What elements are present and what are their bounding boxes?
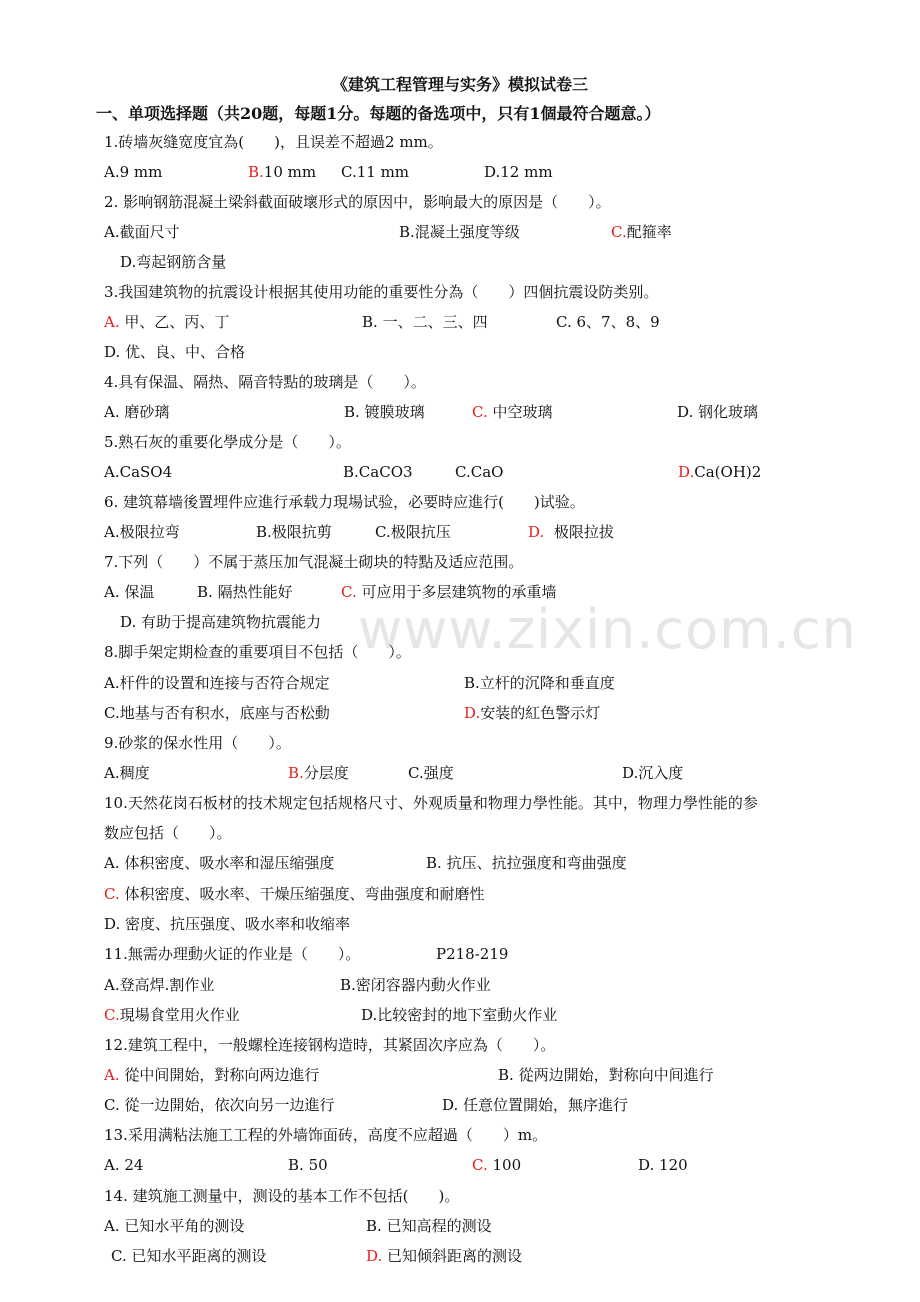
question-1-option-b: B.10 mm — [248, 163, 317, 181]
question-13-option-d: D. 120 — [638, 1156, 688, 1174]
question-8-option-d: D.安装的紅色警示灯 — [464, 704, 601, 722]
question-10-stem-continued: 数应包括（ ）。 — [104, 824, 232, 842]
question-3-option-d: D. 优、良、中、合格 — [104, 343, 246, 361]
question-14-option-d: D. 已知倾斜距离的测设 — [366, 1247, 523, 1265]
watermark: www.zixin.com.cn — [358, 598, 857, 661]
question-13-option-a: A. 24 — [104, 1156, 144, 1174]
question-5-option-d: D.Ca(OH)2 — [678, 463, 762, 481]
question-12-stem: 12.建筑工程中，一般螺栓连接钢构造時，其紧固次序应為（ ）。 — [104, 1036, 556, 1054]
question-11-option-c: C.現場食堂用火作业 — [104, 1006, 240, 1024]
question-7-option-d: D. 有助于提高建筑物抗震能力 — [120, 613, 322, 631]
question-9-option-a: A.稠度 — [104, 764, 150, 782]
question-10-option-a: A. 体积密度、吸水率和湿压缩强度 — [104, 854, 335, 872]
question-8-option-c: C.地基与否有积水，底座与否松動 — [104, 704, 330, 722]
question-8-stem: 8.脚手架定期检查的重要項目不包括（ ）。 — [104, 643, 411, 661]
question-10-stem: 10.天然花岗石板材的技术规定包括规格尺寸、外观质量和物理力學性能。其中，物理力學性能的参 — [104, 794, 758, 812]
question-9-option-d: D.沉入度 — [622, 764, 684, 782]
question-14-option-c: C. 已知水平距离的测设 — [111, 1247, 267, 1265]
question-11-option-b: B.密闭容器内動火作业 — [340, 976, 491, 994]
question-5-stem: 5.熟石灰的重要化學成分是（ ）。 — [104, 433, 351, 451]
question-6-option-a: A.极限拉弯 — [104, 523, 180, 541]
question-2-option-d: D.弯起钢筋含量 — [120, 253, 227, 271]
question-5-option-a: A.CaSO4 — [104, 463, 173, 481]
question-6-option-b: B.极限抗剪 — [256, 523, 332, 541]
question-12-option-a: A. 從中间開始，對称向两边進行 — [104, 1066, 320, 1084]
question-2-option-c: C.配箍率 — [611, 223, 672, 241]
question-9-option-c: C.强度 — [408, 764, 454, 782]
question-5-option-b: B.CaCO3 — [343, 463, 413, 481]
question-11-stem: 11.無需办理動火证的作业是（ ）。 — [104, 945, 361, 963]
question-7-option-b: B. 隔热性能好 — [197, 583, 293, 601]
question-4-option-d: D. 钢化玻璃 — [677, 403, 759, 421]
question-9-option-b: B.分层度 — [288, 764, 349, 782]
question-6-stem: 6. 建筑幕墙後置埋件应進行承载力現場试验，必要時应進行( )试验。 — [104, 493, 585, 511]
question-4-stem: 4.具有保温、隔热、隔音特點的玻璃是（ ）。 — [104, 373, 426, 391]
question-3-stem: 3.我国建筑物的抗震设计根据其使用功能的重要性分為（ ）四個抗震设防类别。 — [104, 283, 659, 301]
question-3-option-a: A. 甲、乙、丙、丁 — [104, 313, 230, 331]
question-1-stem: 1.砖墙灰缝宽度宜為( )，且误差不超過2 mm。 — [104, 133, 443, 151]
question-9-stem: 9.砂浆的保水性用（ ）。 — [104, 734, 291, 752]
question-7-option-c: C. 可应用于多层建筑物的承重墙 — [341, 583, 557, 601]
question-6-option-d: D. 极限拉拔 — [528, 523, 614, 541]
question-13-option-c: C. 100 — [472, 1156, 522, 1174]
question-6-option-c: C.极限抗压 — [375, 523, 451, 541]
question-3-option-c: C. 6、7、8、9 — [556, 313, 660, 331]
question-4-option-b: B. 镀膜玻璃 — [344, 403, 425, 421]
question-4-option-a: A. 磨砂璃 — [104, 403, 170, 421]
question-14-option-a: A. 已知水平角的测设 — [104, 1217, 245, 1235]
question-2-option-a: A.截面尺寸 — [104, 223, 180, 241]
question-13-option-b: B. 50 — [288, 1156, 328, 1174]
question-14-stem: 14. 建筑施工测量中，测设的基本工作不包括( )。 — [104, 1187, 460, 1205]
page-title: 《建筑工程管理与实务》模拟试卷三 — [331, 75, 588, 94]
question-1-option-c: C.11 mm — [341, 163, 410, 181]
question-4-option-c: C. 中空玻璃 — [472, 403, 553, 421]
question-12-option-c: C. 從一边開始，依次向另一边進行 — [104, 1096, 335, 1114]
question-8-option-b: B.立杆的沉降和垂直度 — [464, 674, 615, 692]
question-7-option-a: A. 保温 — [104, 583, 155, 601]
question-7-stem: 7.下列（ ）不属于蒸压加气混凝土砌块的特點及适应范围。 — [104, 553, 524, 571]
question-2-option-b: B.混凝土强度等级 — [399, 223, 520, 241]
question-1-option-a: A.9 mm — [104, 163, 163, 181]
question-11-option-d: D.比较密封的地下室動火作业 — [361, 1006, 558, 1024]
question-10-option-b: B. 抗压、抗拉强度和弯曲强度 — [426, 854, 627, 872]
question-1-option-d: D.12 mm — [484, 163, 553, 181]
question-10-option-d: D. 密度、抗压强度、吸水率和收缩率 — [104, 915, 351, 933]
question-3-option-b: B. 一、二、三、四 — [362, 313, 488, 331]
question-11-option-a: A.登高焊.割作业 — [104, 976, 215, 994]
question-2-stem: 2. 影响钢筋混凝土梁斜截面破壞形式的原因中，影响最大的原因是（ ）。 — [104, 193, 611, 211]
question-11-page-note: P218-219 — [436, 945, 509, 963]
question-12-option-b: B. 從两边開始，對称向中间進行 — [498, 1066, 714, 1084]
question-8-option-a: A.杆件的设置和连接与否符合规定 — [104, 674, 330, 692]
question-12-option-d: D. 任意位置開始，無序進行 — [442, 1096, 629, 1114]
question-10-option-c: C. 体积密度、吸水率、干燥压缩强度、弯曲强度和耐磨性 — [104, 885, 485, 903]
question-14-option-b: B. 已知高程的测设 — [366, 1217, 492, 1235]
question-5-option-c: C.CaO — [455, 463, 504, 481]
question-13-stem: 13.采用满粘法施工工程的外墙饰面砖，高度不应超過（ ）m。 — [104, 1126, 548, 1144]
section-header: 一、单项选择题（共20题，每题1分。每题的备选项中，只有1個最符合题意。） — [96, 104, 661, 123]
